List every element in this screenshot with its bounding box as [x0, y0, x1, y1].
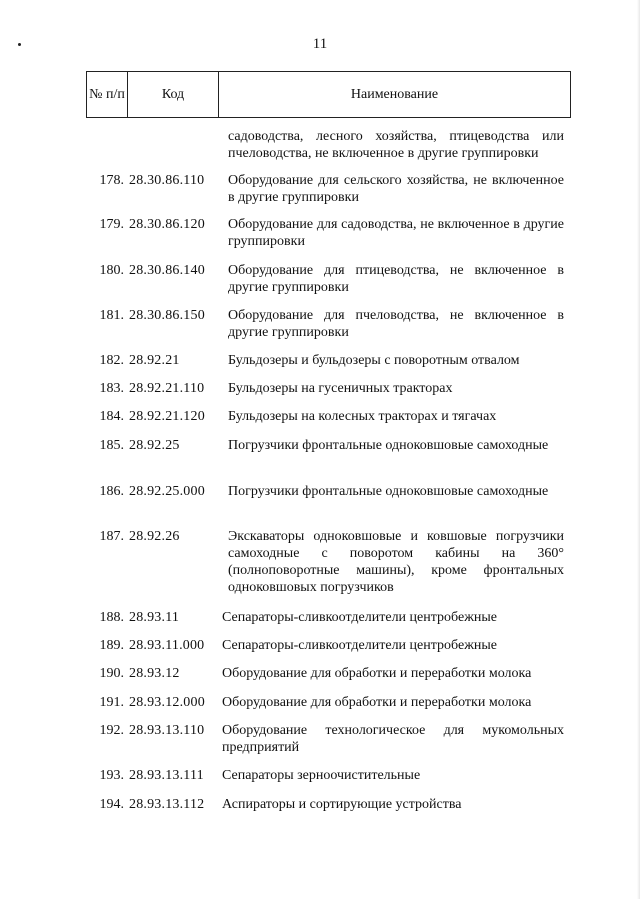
row-name: Бульдозеры на колесных тракторах и тягачах — [228, 409, 497, 424]
table-header — [86, 71, 571, 118]
row-number: 190. — [99, 666, 124, 681]
header-code-column: Код — [128, 72, 219, 118]
row-number: 187. — [99, 529, 124, 544]
row-code: 28.93.11.000 — [129, 638, 205, 653]
row-code: 28.92.21.110 — [129, 381, 205, 396]
header-number-column: № п/п — [87, 72, 128, 118]
row-name: Погрузчики фронтальные одноковшовые самоходные — [228, 438, 549, 453]
row-name: Экскаваторы одноковшовые и ковшовые погрузчики самоходные с поворотом кабины на 360° (полноповоротные машины), кроме фронтальных одноковшовых погрузчиков — [228, 529, 564, 595]
row-name: Бульдозеры на гусеничных тракторах — [228, 381, 453, 396]
row-name: Оборудование для садоводства, не включенное в другие группировки — [228, 217, 564, 249]
page-number: 11 — [312, 36, 328, 52]
row-name: Оборудование для пчеловодства, не включенное в другие группировки — [228, 308, 564, 340]
row-name: Сепараторы-сливкоотделители центробежные — [222, 610, 497, 625]
row-number: 184. — [99, 409, 124, 424]
row-number: 193. — [99, 768, 124, 783]
row-code: 28.92.25 — [129, 438, 180, 453]
row-code: 28.93.11 — [129, 610, 180, 625]
row-code: 28.92.21 — [129, 353, 180, 368]
row-code: 28.92.21.120 — [129, 409, 205, 424]
row-name: Оборудование для обработки и переработки молока — [222, 666, 532, 681]
row-name: Оборудование для птицеводства, не включенное в другие группировки — [228, 263, 564, 295]
row-number: 182. — [99, 353, 124, 368]
row-name: Оборудование для обработки и переработки молока — [222, 695, 532, 710]
row-code: 28.30.86.120 — [129, 217, 205, 232]
row-code: 28.93.12.000 — [129, 695, 205, 710]
row-name: Сепараторы-сливкоотделители центробежные — [222, 638, 497, 653]
row-number: 192. — [99, 723, 124, 738]
row-name: Оборудование для сельского хозяйства, не включенное в другие группировки — [228, 173, 564, 205]
row-number: 194. — [99, 797, 124, 812]
row-name: Аспираторы и сортирующие устройства — [222, 797, 462, 812]
row-number: 183. — [99, 381, 124, 396]
row-name: Бульдозеры и бульдозеры с поворотным отвалом — [228, 353, 520, 368]
row-number: 181. — [99, 308, 124, 323]
row-name: Оборудование технологическое для мукомольных предприятий — [222, 723, 564, 755]
row-code: 28.92.26 — [129, 529, 180, 544]
row-code: 28.93.12 — [129, 666, 180, 681]
row-number: 188. — [99, 610, 124, 625]
row-code: 28.93.13.111 — [129, 768, 204, 783]
row-number: 179. — [99, 217, 124, 232]
row-code: 28.30.86.110 — [129, 173, 205, 188]
row-number: 180. — [99, 263, 124, 278]
row-name: Сепараторы зерноочистительные — [222, 768, 421, 783]
row-code: 28.30.86.150 — [129, 308, 205, 323]
row-name: Погрузчики фронтальные одноковшовые самоходные — [228, 484, 549, 499]
row-code: 28.93.13.112 — [129, 797, 205, 812]
header-name-column: Наименование — [219, 72, 571, 118]
row-code: 28.92.25.000 — [129, 484, 205, 499]
row-number: 191. — [99, 695, 124, 710]
row-name: садоводства, лесного хозяйства, птицеводства или пчеловодства, не включенное в другие группировки — [228, 129, 564, 161]
row-code: 28.30.86.140 — [129, 263, 205, 278]
row-code: 28.93.13.110 — [129, 723, 205, 738]
row-number: 189. — [99, 638, 124, 653]
row-number: 186. — [99, 484, 124, 499]
row-number: 178. — [99, 173, 124, 188]
row-number: 185. — [99, 438, 124, 453]
